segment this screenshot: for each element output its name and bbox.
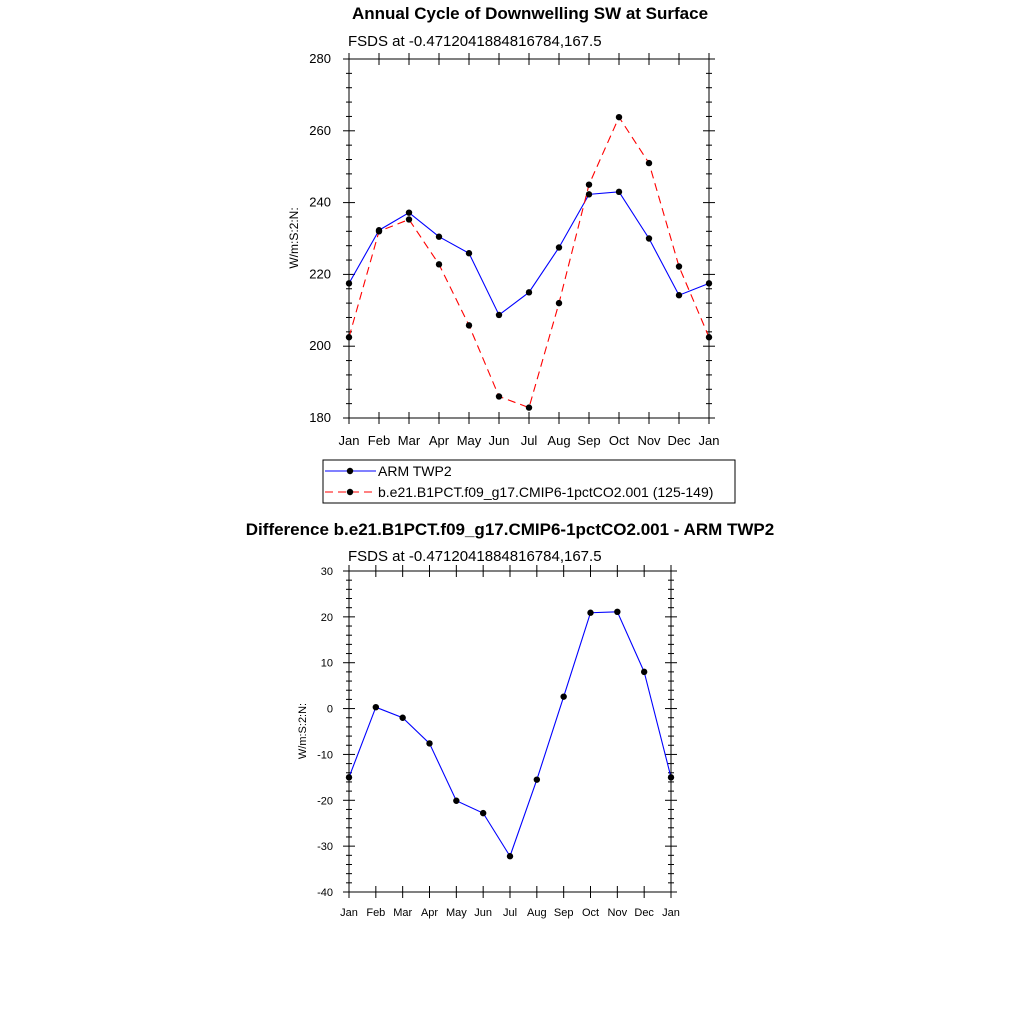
bottom-ytick-label: -20 <box>317 795 333 808</box>
top-series-1-point <box>346 334 352 340</box>
top-ytick-label: 240 <box>309 194 331 210</box>
bottom-ytick-label: -30 <box>317 841 333 854</box>
top-series-1-point <box>436 261 442 267</box>
top-series-0-point <box>526 289 532 295</box>
top-series-1-line <box>349 117 709 407</box>
top-ytick-label: 260 <box>309 122 331 138</box>
top-series-1-point <box>556 300 562 306</box>
bottom-xtick-label: Oct <box>581 907 600 919</box>
bottom-ytick-label: 20 <box>320 611 333 624</box>
top-series-0-point <box>496 312 502 318</box>
top-xtick-label: Aug <box>547 433 571 448</box>
legend <box>323 460 735 503</box>
bottom-xtick-label: Mar <box>393 907 413 919</box>
top-series-1-point <box>466 322 472 328</box>
top-xtick-label: Dec <box>667 433 691 448</box>
bottom-series-0-point <box>560 693 566 699</box>
bottom-ytick-label: -10 <box>317 749 333 762</box>
top-series-1-point <box>646 160 652 166</box>
bottom-series-0-line <box>349 612 671 856</box>
bottom-series-0-point <box>373 704 379 710</box>
bottom-ytick-label: 10 <box>320 657 333 670</box>
bottom-xtick-label: Nov <box>607 907 628 919</box>
top-xtick-label: Apr <box>428 433 450 448</box>
bottom-series-0-point <box>346 774 352 780</box>
bottom-xtick-label: Feb <box>366 907 386 919</box>
top-series-1-point <box>406 216 412 222</box>
top-plot-area <box>309 51 719 448</box>
top-xtick-label: May <box>456 433 482 448</box>
top-series-1-point <box>376 228 382 234</box>
top-chart-title: Annual Cycle of Downwelling SW at Surface <box>351 4 709 23</box>
top-series-0-point <box>556 244 562 250</box>
top-series-0-line <box>349 192 709 315</box>
bottom-series-0-point <box>668 774 674 780</box>
bottom-series-0-point <box>507 853 513 859</box>
top-xtick-label: Jun <box>488 433 510 448</box>
bottom-ytick-label: -40 <box>317 887 333 899</box>
legend-label-model: b.e21.B1PCT.f09_g17.CMIP6-1pctCO2.001 (125-149) <box>378 484 714 500</box>
top-xtick-label: Mar <box>397 433 421 448</box>
top-ytick-label: 280 <box>309 51 331 66</box>
bottom-xtick-label: Aug <box>527 907 547 919</box>
top-plot-frame <box>349 59 709 418</box>
bottom-xtick-label: Jun <box>474 907 493 919</box>
top-series-1-point <box>616 114 622 120</box>
bottom-xtick-label: Jan <box>662 907 680 919</box>
top-xtick-label: Sep <box>577 433 601 448</box>
bottom-series-0-point <box>641 669 647 675</box>
legend-marker-arm <box>347 468 353 474</box>
top-series-1-point <box>706 334 712 340</box>
bottom-xtick-label: Dec <box>634 907 654 919</box>
top-series-1-point <box>526 404 532 410</box>
top-series-0-point <box>406 209 412 215</box>
top-xtick-label: Oct <box>608 433 630 448</box>
top-xtick-label: Feb <box>367 433 391 448</box>
bottom-xtick-label: Jan <box>340 907 358 919</box>
bottom-chart-title: Difference b.e21.B1PCT.f09_g17.CMIP6-1pctCO2.001 - ARM TWP2 <box>245 520 775 539</box>
top-series-0-point <box>346 280 352 286</box>
top-ytick-label: 180 <box>309 410 331 425</box>
top-xtick-label: Jan <box>338 433 360 448</box>
top-chart-subtitle: FSDS at -0.4712041884816784,167.5 <box>348 33 602 50</box>
top-series-0-point <box>676 292 682 298</box>
bottom-series-0-point <box>614 609 620 615</box>
bottom-chart-subtitle: FSDS at -0.4712041884816784,167.5 <box>348 548 602 565</box>
bottom-plot-area <box>317 565 680 919</box>
bottom-ytick-label: 30 <box>320 566 333 578</box>
bottom-y-axis-label: W/m:S:2:N: <box>297 702 309 760</box>
top-ytick-label: 200 <box>309 338 331 354</box>
top-series-1-point <box>496 393 502 399</box>
bottom-ytick-label: 0 <box>326 703 333 716</box>
top-series-0-point <box>706 280 712 286</box>
top-series-0-point <box>646 235 652 241</box>
bottom-xtick-label: Sep <box>553 907 574 919</box>
top-series-0-point <box>616 189 622 195</box>
bottom-series-0-point <box>534 776 540 782</box>
bottom-xtick-label: Jul <box>502 907 518 919</box>
top-xtick-label: Nov <box>637 433 661 448</box>
top-series-0-point <box>436 234 442 240</box>
top-series-0-point <box>466 250 472 256</box>
bottom-series-0-point <box>453 798 459 804</box>
bottom-xtick-label: May <box>445 907 467 919</box>
top-y-axis-label: W/m:S:2:N: <box>287 207 301 269</box>
legend-marker-model <box>347 489 353 495</box>
bottom-series-0-point <box>480 810 486 816</box>
top-series-1-point <box>676 263 682 269</box>
top-xtick-label: Jul <box>520 433 538 448</box>
bottom-series-0-point <box>426 740 432 746</box>
top-series-0-point <box>586 191 592 197</box>
bottom-series-0-point <box>587 610 593 616</box>
bottom-plot-frame <box>349 571 671 892</box>
top-xtick-label: Jan <box>698 433 720 448</box>
legend-label-arm: ARM TWP2 <box>378 463 452 479</box>
bottom-series-0-point <box>399 715 405 721</box>
top-ytick-label: 220 <box>309 266 331 282</box>
bottom-xtick-label: Apr <box>420 907 439 919</box>
top-series-1-point <box>586 181 592 187</box>
